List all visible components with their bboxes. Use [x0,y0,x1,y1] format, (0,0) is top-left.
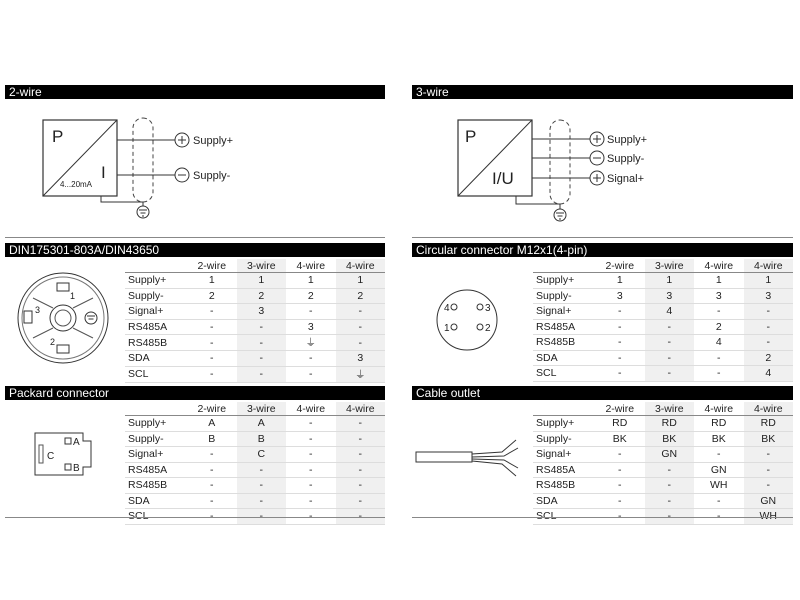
table-cell: 1 [694,273,744,289]
table-row [533,478,793,494]
pin-3 [477,304,483,310]
table-cell: RD [595,416,645,432]
header-blank [125,259,187,273]
column-header: 3-wire [645,402,695,416]
table-row [533,431,793,447]
table-cell: WH [694,478,744,494]
supply-plus-label: Supply+ [607,134,648,146]
table-header-row [533,402,793,416]
table-cell: - [336,478,386,494]
table-cell: - [595,493,645,509]
two-wire-wiring-diagram [5,100,385,230]
table-cell: - [595,350,645,366]
cable-jacket [416,452,472,462]
pin-label: 1 [444,323,450,334]
supply-minus-label: Supply- [193,170,231,182]
table-row [533,366,793,382]
i-label: I [101,163,106,182]
table-cell: - [595,447,645,463]
row-label: Signal+ [125,304,187,320]
table-row [125,478,385,494]
table-row [125,366,385,382]
table-cell: - [744,335,794,351]
table-cell: - [645,462,695,478]
header-blank [125,402,187,416]
table-cell: 2 [237,288,287,304]
row-label: RS485B [125,335,187,351]
table-row [125,431,385,447]
m12-pin-table [533,259,793,382]
table-row [125,351,385,367]
header-blank [533,402,595,416]
table-cell: 2 [336,288,386,304]
center-hole-inner [55,310,71,326]
table-cell: - [286,493,336,509]
table-cell: RD [694,416,744,432]
row-label: RS485A [533,319,595,335]
table-cell: - [744,462,794,478]
table-cell: 1 [336,273,386,289]
table-cell: - [694,366,744,382]
table-cell: - [645,509,695,525]
table-row [125,288,385,304]
table-cell: - [694,304,744,320]
table-cell: B [187,431,237,447]
table-row [533,350,793,366]
table-cell: 2 [286,288,336,304]
table-cell: A [237,416,287,432]
p-label: P [465,127,477,146]
m12-connector-diagram [432,285,502,355]
table-cell: BK [744,431,794,447]
ground-pin-icon [85,312,97,324]
row-label: SDA [533,350,595,366]
table-cell: 4 [744,366,794,382]
table-cell: - [187,304,237,320]
table-cell: - [595,462,645,478]
table-cell: - [336,447,386,463]
section-header-din [5,243,385,257]
ground-icon [137,206,149,218]
pin-label: 2 [485,323,491,334]
table-row [533,416,793,432]
table-cell: - [187,509,237,525]
table-row [125,462,385,478]
table-cell: C [237,447,287,463]
table-cell: - [187,366,237,382]
connector-outline [437,290,497,350]
table-cell: - [237,462,287,478]
range-label: 4...20mA [60,180,93,189]
table-cell: RD [645,416,695,432]
table-cell: 2 [744,350,794,366]
table-cell: 3 [595,288,645,304]
pin-3-slot [24,311,32,323]
section-header-3-wire [412,85,793,99]
table-cell: - [286,447,336,463]
table-cell: - [187,462,237,478]
table-cell: 1 [237,273,287,289]
table-cell: - [336,462,386,478]
table-cell: - [187,493,237,509]
table-cell: ⏚ [336,366,386,382]
row-label: RS485A [533,462,595,478]
column-header: 3-wire [237,402,287,416]
section-title: DIN175301-803A/DIN43650 [9,243,160,257]
signal-plus-label: Signal+ [607,173,645,185]
table-cell: - [336,304,386,320]
pin-b [65,464,71,470]
table-row [533,493,793,509]
table-cell: - [595,366,645,382]
three-wire-wiring-diagram [412,100,793,230]
table-cell: GN [645,447,695,463]
cable-shield [550,120,570,204]
table-cell: - [645,493,695,509]
table-cell: - [595,319,645,335]
center-hole [50,305,76,331]
table-cell: - [187,319,237,335]
row-label: RS485A [125,462,187,478]
supply-plus-label: Supply+ [193,135,234,147]
table-cell: - [187,447,237,463]
minus-terminal-icon [590,151,604,165]
table-cell: - [286,304,336,320]
table-cell: - [286,509,336,525]
table-cell: 3 [694,288,744,304]
row-label: Signal+ [533,304,595,320]
table-cell: - [286,462,336,478]
row-label: Supply+ [125,273,187,289]
table-cell: - [694,350,744,366]
pin-a [65,438,71,444]
column-header: 4-wire [336,259,386,273]
section-title: Cable outlet [416,386,481,400]
pin-label: C [47,451,55,462]
din-pin-table [125,259,385,383]
table-cell: BK [694,431,744,447]
table-cell: - [237,319,287,335]
table-cell: GN [744,493,794,509]
table-cell: 3 [744,288,794,304]
table-cell: - [286,366,336,382]
table-cell: BK [595,431,645,447]
column-header: 4-wire [336,402,386,416]
table-cell: RD [744,416,794,432]
supply-minus-label: Supply- [607,153,645,165]
table-cell: - [595,509,645,525]
din-connector-diagram [10,265,120,375]
table-row [125,319,385,335]
table-cell: - [286,416,336,432]
table-cell: 2 [187,288,237,304]
row-label: RS485B [125,478,187,494]
cable-outlet-diagram [412,430,527,480]
table-cell: - [645,319,695,335]
column-header: 2-wire [187,402,237,416]
divider [412,237,793,238]
column-header: 4-wire [286,259,336,273]
pin-1-slot [57,283,69,291]
section-title: 3-wire [416,85,449,99]
table-row [533,447,793,463]
table-cell: - [286,478,336,494]
table-cell: 1 [187,273,237,289]
ground-wire [101,196,143,208]
row-label: SDA [533,493,595,509]
section-header-m12 [412,243,793,257]
cable-pin-table [533,402,793,525]
table-row [125,447,385,463]
column-header: 2-wire [595,402,645,416]
section-title: Packard connector [9,386,110,400]
table-cell: - [237,493,287,509]
table-row [125,335,385,351]
table-cell: - [595,335,645,351]
divider [412,517,793,518]
table-row [125,304,385,320]
pin-4 [451,304,457,310]
table-cell: - [187,478,237,494]
column-header: 4-wire [694,259,744,273]
column-header: 4-wire [744,259,794,273]
table-cell: - [286,351,336,367]
table-cell: - [187,351,237,367]
table-cell: GN [694,462,744,478]
pin-label: 2 [50,337,56,347]
cable-wire [472,440,516,454]
row-label: RS485A [125,319,187,335]
divider [5,517,385,518]
table-cell: 4 [694,335,744,351]
pin-label: B [73,463,80,474]
table-cell: 3 [645,288,695,304]
pin-1 [451,324,457,330]
pin-label: A [73,437,80,448]
table-row [533,288,793,304]
table-row [533,335,793,351]
ground-icon [554,209,566,221]
row-label: Supply+ [125,416,187,432]
table-row [533,273,793,289]
pin-label: 1 [70,291,76,301]
column-header: 2-wire [187,259,237,273]
table-cell: - [645,478,695,494]
table-cell: A [187,416,237,432]
header-blank [533,259,595,273]
table-cell: ⏚ [286,335,336,351]
column-header: 4-wire [744,402,794,416]
table-row [533,462,793,478]
row-label: RS485B [533,478,595,494]
table-row [125,273,385,289]
table-cell: 3 [237,304,287,320]
row-label: SCL [533,366,595,382]
row-label: RS485B [533,335,595,351]
column-header: 3-wire [645,259,695,273]
table-cell: 1 [595,273,645,289]
row-label: Supply- [125,431,187,447]
section-header-cable [412,386,793,400]
table-cell: - [744,478,794,494]
table-cell: 3 [336,351,386,367]
row-label: SCL [533,509,595,525]
row-label: Supply- [125,288,187,304]
minus-terminal-icon [175,168,189,182]
pin-2 [477,324,483,330]
row-label: SCL [125,366,187,382]
pin-2-slot [57,345,69,353]
ground-wire [516,196,560,210]
table-cell: - [645,350,695,366]
plus-terminal-icon [175,133,189,147]
column-header: 4-wire [286,402,336,416]
packard-connector-diagram [25,425,105,485]
table-header-row [533,259,793,273]
plus-terminal-icon [590,171,604,185]
section-header-2-wire [5,85,385,99]
connector-key [39,445,43,463]
table-cell: - [286,431,336,447]
pin-label: 3 [35,305,41,315]
table-cell: - [645,335,695,351]
table-cell: 3 [286,319,336,335]
plus-terminal-icon [590,132,604,146]
row-label: Supply+ [533,273,595,289]
table-cell: - [645,366,695,382]
divider [5,237,385,238]
table-header-row [125,402,385,416]
table-row [533,304,793,320]
table-cell: BK [645,431,695,447]
connector-dividers [33,298,93,338]
section-header-packard [5,386,385,400]
packard-pin-table [125,402,385,525]
table-cell: - [336,335,386,351]
row-label: Signal+ [533,447,595,463]
column-header: 3-wire [237,259,287,273]
table-cell: - [237,351,287,367]
pin-label: 4 [444,303,450,314]
table-cell: - [237,335,287,351]
table-cell: - [694,493,744,509]
table-cell: 4 [645,304,695,320]
table-header-row [125,259,385,273]
table-cell: 2 [694,319,744,335]
iu-label: I/U [492,169,514,188]
cable-shield [133,118,153,202]
table-cell: - [336,319,386,335]
table-cell: - [237,478,287,494]
row-label: SDA [125,493,187,509]
table-cell: 1 [744,273,794,289]
table-cell: - [237,509,287,525]
table-cell: - [336,431,386,447]
row-label: SDA [125,351,187,367]
table-cell: - [336,509,386,525]
table-cell: - [744,319,794,335]
table-cell: 1 [645,273,695,289]
table-row [125,416,385,432]
table-cell: - [744,447,794,463]
table-cell: - [694,509,744,525]
section-title: Circular connector M12x1(4-pin) [416,243,588,257]
table-cell: - [595,304,645,320]
column-header: 2-wire [595,259,645,273]
row-label: Supply- [533,431,595,447]
row-label: SCL [125,509,187,525]
table-cell: 1 [286,273,336,289]
table-cell: - [744,304,794,320]
table-cell: - [595,478,645,494]
table-cell: B [237,431,287,447]
table-cell: - [694,447,744,463]
table-cell: - [237,366,287,382]
section-title: 2-wire [9,85,42,99]
pin-label: 3 [485,303,491,314]
table-cell: - [336,493,386,509]
table-cell: WH [744,509,794,525]
table-row [125,493,385,509]
table-row [533,319,793,335]
row-label: Supply+ [533,416,595,432]
column-header: 4-wire [694,402,744,416]
p-label: P [52,127,64,146]
table-cell: - [336,416,386,432]
row-label: Signal+ [125,447,187,463]
row-label: Supply- [533,288,595,304]
table-cell: - [187,335,237,351]
